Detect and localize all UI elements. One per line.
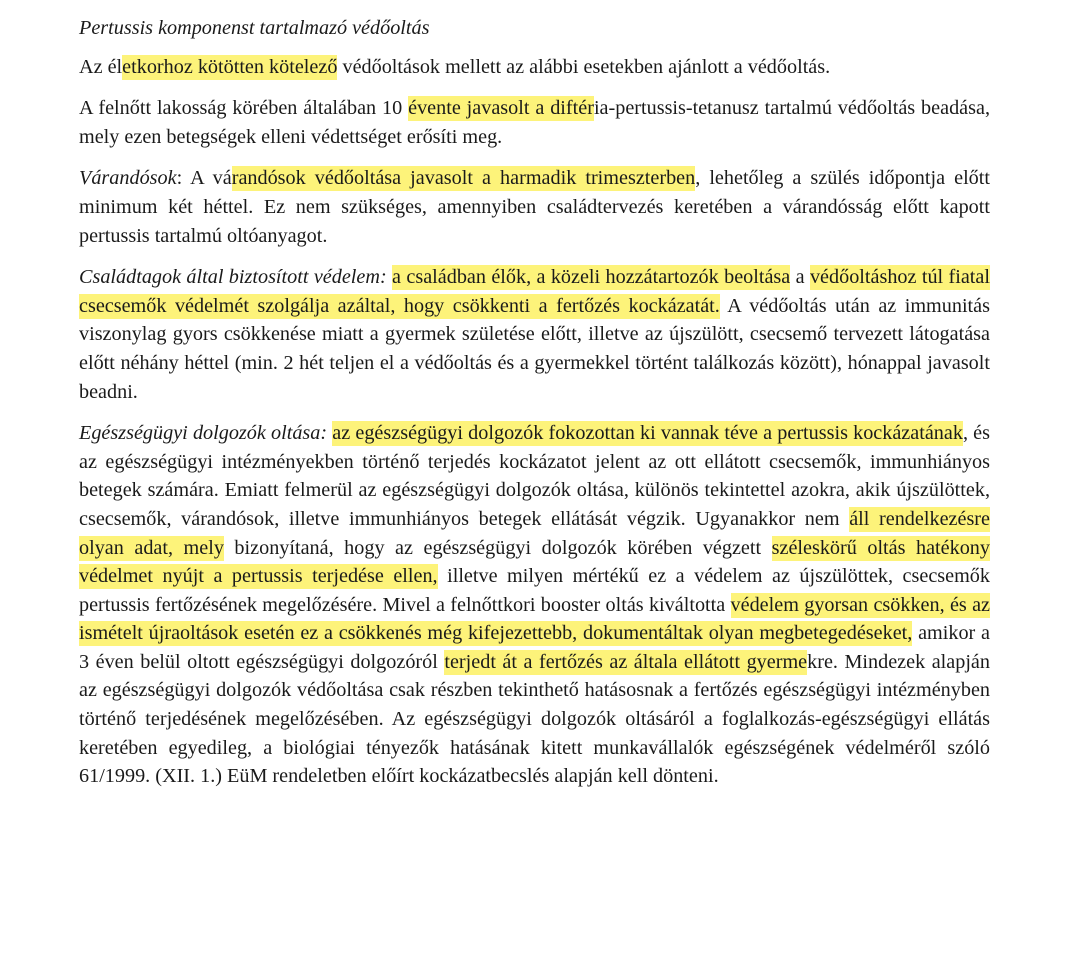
highlighted-text: etkorhoz kötötten kötelező xyxy=(122,55,338,78)
text: illetve milyen mértékű ez a védelem az újszülöttek, csecsemők pertussis fertőzésének megelőzésére. Mivel a felnőttkori booster oltás kiváltotta xyxy=(79,565,990,616)
highlighted-text: áll rendelkezésre olyan adat, mely xyxy=(79,507,990,559)
section-title: Pertussis komponenst tartalmazó védőoltás xyxy=(79,17,430,39)
highlighted-text: széleskörű oltás hatékony védelmet nyújt a pertussis terjedése ellen, xyxy=(79,536,990,588)
text: amikor a 3 éven belül oltott egészségügyi dolgozóról xyxy=(79,622,990,673)
text: , és az egészségügyi intézményekben történő terjedés kockázatot jelent az ott ellátott csecsemők, immunhiányos betegek számára. Emiatt felmerül az egészségügyi dolgozók oltása, különös tekintettel azokra, akik újszülöttek, csecsemők, várandósok, illetve immunhiányos betegek ellátását végzik. Ugyanakkor nem xyxy=(79,422,990,530)
text: A felnőtt lakosság körében általában 10 xyxy=(79,97,409,120)
highlighted-text: védőoltáshoz túl fiatal csecsemők védelmét szolgálja azáltal, hogy csökkenti a fertőzés kockázatát. xyxy=(79,266,990,317)
document-page xyxy=(79,14,990,804)
text: védőoltások mellett az alábbi esetekben ajánlott a védőoltás. xyxy=(337,55,831,78)
text: bizonyítaná, hogy az egészségügyi dolgozók körében végzett xyxy=(223,536,772,559)
highlighted-text: terjedt át a fertőzés az általa ellátott gyerme xyxy=(444,650,808,673)
paragraph-family xyxy=(79,263,990,406)
paragraph-intro xyxy=(79,53,990,82)
text: ia-pertussis-tetanusz tartalmú védőoltás beadása, mely ezen betegségek elleni védettséget erősíti meg. xyxy=(79,97,990,148)
text: Az él xyxy=(79,55,123,78)
paragraph-label: Családtagok által biztosított védelem: xyxy=(79,266,387,289)
text: a xyxy=(790,266,810,289)
highlighted-text: randósok védőoltása javasolt a harmadik trimeszterben xyxy=(231,167,696,190)
text: , lehetőleg a szülés időpontja előtt minimum két héttel. Ez nem szükséges, amennyiben családtervezés keretében a várandósság előtt kapott pertussis tartalmú oltóanyagot. xyxy=(79,167,990,247)
highlighted-text: évente javasolt a diftér xyxy=(408,97,594,120)
highlighted-text: védelem gyorsan csökken, és az ismételt újraoltások esetén ez a csökkenés még kifejezettebb, dokumentáltak olyan megbetegedéseket, xyxy=(79,593,990,645)
paragraph-label: Egészségügyi dolgozók oltása: xyxy=(79,422,328,445)
highlighted-text: az egészségügyi dolgozók fokozottan ki vannak téve a pertussis kockázatának xyxy=(332,422,963,445)
text: A védőoltás után az immunitás viszonylag gyors csökkenése miatt a gyermek születése előtt, illetve az újszülött, csecsemő tervezett látogatása előtt néhány héttel (min. 2 hét teljen el a védőoltás és a gyermekkel történt találkozás között), hónappal javasolt beadni. xyxy=(79,294,990,403)
paragraph-pregnant xyxy=(79,164,990,250)
text: kre. Mindezek alapján az egészségügyi dolgozók védőoltása csak részben tekinthető hatásosnak a fertőzés egészségügyi intézményben történő terjedésének megelőzésében. Az egészségügyi dolgozók oltásáról a foglalkozás-egészségügyi ellátás keretében egyedileg, a biológiai tényezők hatásának kitett munkavállalók egészségének védelméről szóló 61/1999. (XII. 1.) EüM rendeletben előírt kockázatbecslés alapján kell dönteni. xyxy=(79,650,990,788)
highlighted-text: a családban élők, a közeli hozzátartozók beoltása xyxy=(392,266,791,289)
text: : A vá xyxy=(176,167,232,190)
paragraph-healthcare-workers xyxy=(79,419,990,791)
paragraph-label: Várandósok xyxy=(79,167,177,190)
paragraph-adults xyxy=(79,94,990,151)
